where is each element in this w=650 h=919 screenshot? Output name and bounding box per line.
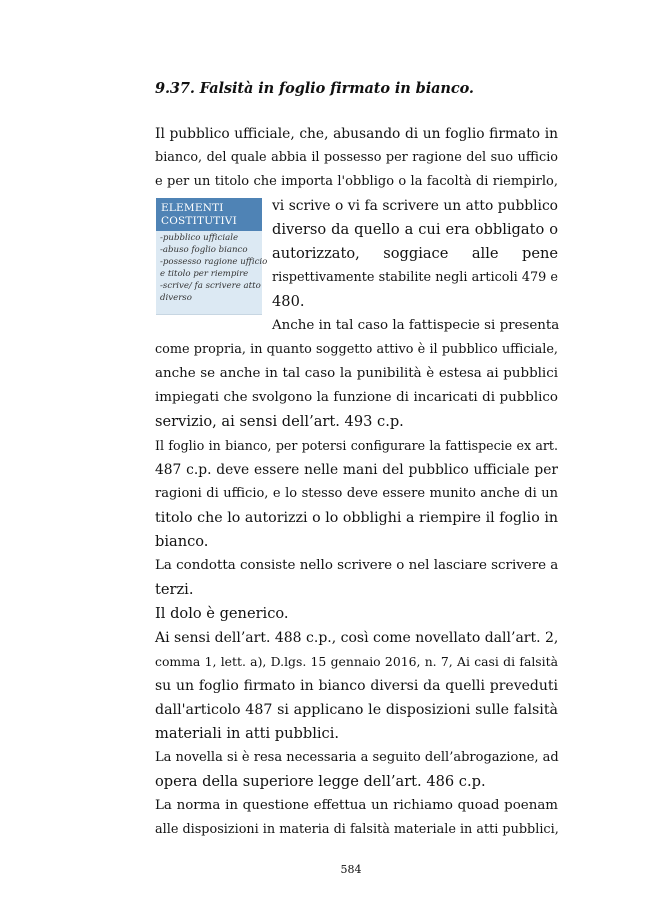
sidebox-title	[156, 198, 262, 231]
sidebox-item: -possesso ragione ufficio	[160, 257, 268, 267]
body-line: ragioni di ufficio, e lo stesso deve essere munito anche di un	[155, 486, 558, 501]
body-line: diverso da quello a cui era obbligato o	[272, 221, 558, 238]
sidebox-elementi-costitutivi	[156, 198, 268, 315]
body-line: titolo che lo autorizzi o lo obblighi a riempire il foglio in	[155, 510, 558, 526]
body-line: La norma in questione effettua un richiamo quoad poenam	[155, 798, 558, 813]
body-line: terzi.	[155, 581, 194, 598]
body-line: vi scrive o vi fa scrivere un atto pubblico	[272, 198, 558, 214]
body-line: dall'articolo 487 si applicano le disposizioni sulle falsità	[155, 702, 558, 718]
body-line: e per un titolo che importa l'obbligo o la facoltà di riempirlo,	[155, 174, 558, 189]
body-line: autorizzato, soggiace alle pene	[272, 245, 558, 262]
body-line: alle disposizioni in materia di falsità materiale in atti pubblici,	[155, 822, 559, 837]
sidebox-title-line: ELEMENTI	[161, 202, 224, 214]
body-line: Ai sensi dell’art. 488 c.p., così come novellato dall’art. 2,	[155, 630, 559, 646]
body-line: bianco.	[155, 533, 209, 550]
body-line: Il pubblico ufficiale, che, abusando di un foglio firmato in	[155, 126, 558, 142]
body-line: bianco, del quale abbia il possesso per ragione del suo ufficio	[155, 150, 558, 165]
body-line: Il foglio in bianco, per potersi configurare la fattispecie ex art.	[155, 438, 558, 453]
body-line: anche se anche in tal caso la punibilità è estesa ai pubblici	[155, 366, 558, 381]
sidebox-item: -pubblico ufficiale	[160, 233, 239, 243]
body-line: servizio, ai sensi dell’art. 493 c.p.	[155, 413, 404, 430]
body-line: Il dolo è generico.	[155, 605, 289, 622]
sidebox-title-line: COSTITUTIVI	[161, 215, 237, 227]
body-line: materiali in atti pubblici.	[155, 725, 340, 742]
sidebox-item: e titolo per riempire	[160, 269, 249, 279]
body-line: 487 c.p. deve essere nelle mani del pubblico ufficiale per	[155, 462, 558, 478]
sidebox-item: -abuso foglio bianco	[160, 245, 248, 255]
body-line: rispettivamente stabilite negli articoli 479 e	[272, 270, 558, 285]
body-line: opera della superiore legge dell’art. 486 c.p.	[155, 773, 486, 790]
body-line: La novella si è resa necessaria a seguito dell’abrogazione, ad	[155, 750, 559, 765]
sidebox-item: -scrive/ fa scrivere atto	[160, 281, 261, 291]
body-line: comma 1, lett. a), D.lgs. 15 gennaio 2016, n. 7, Ai casi di falsità	[155, 654, 558, 669]
body-line: come propria, in quanto soggetto attivo è il pubblico ufficiale,	[155, 342, 558, 357]
body-line: 480.	[272, 293, 305, 310]
body-line: Anche in tal caso la fattispecie si presenta	[272, 318, 560, 333]
section-title: 9.37. Falsità in foglio firmato in bianco.	[155, 80, 474, 97]
page-number: 584	[340, 863, 362, 876]
body-line: impiegati che svolgono la funzione di incaricati di pubblico	[155, 390, 558, 405]
sidebox-item: diverso	[160, 293, 192, 303]
body-line: La condotta consiste nello scrivere o nel lasciare scrivere a	[155, 558, 559, 573]
body-line: su un foglio firmato in bianco diversi da quelli preveduti	[155, 678, 558, 694]
